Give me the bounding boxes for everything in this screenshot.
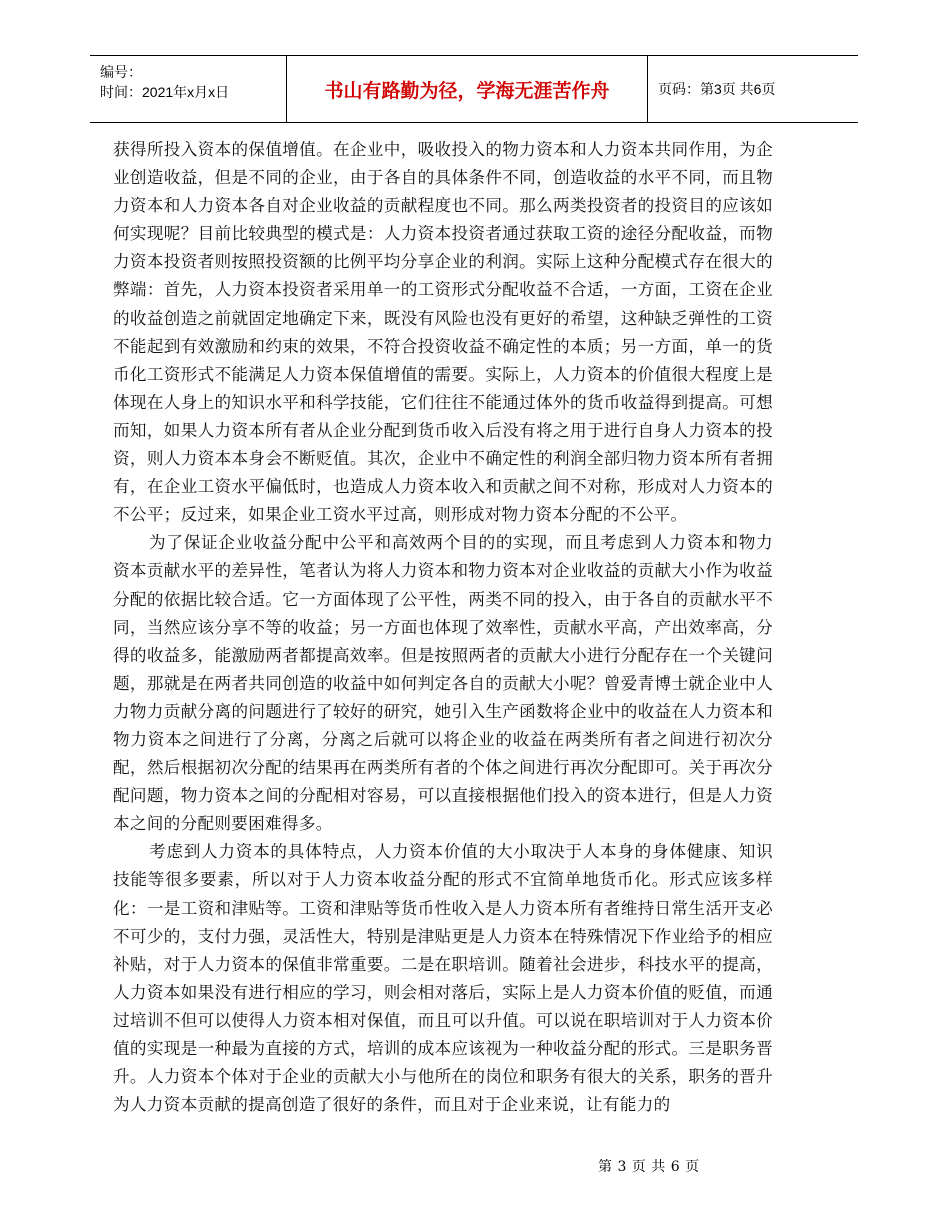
doc-number-label: 编号： <box>100 64 142 80</box>
header-motto: 书山有路勤为径，学海无涯苦作舟 <box>286 56 648 122</box>
document-body <box>113 136 773 1119</box>
page-footer: 第 3 页 共 6 页 <box>598 1159 700 1175</box>
paragraph: 考虑到人力资本的具体特点，人力资本价值的大小取决于人本身的身体健康、知识技能等很多要素，所以对于人力资本收益分配的形式不宜简单地货币化。形式应该多样化：一是工资和津贴等。工资和津贴等货币性收入是人力资本所有者维持日常生活开支必不可少的，支付力强，灵活性大，特别是津贴更是人力资本在特殊情况下作业给予的相应补贴，对于人力资本的保值非常重要。二是在职培训。随着社会进步，科技水平的提高，人力资本如果没有进行相应的学习，则会相对落后，实际上是人力资本价值的贬值，而通过培训不但可以使得人力资本相对保值，而且可以升值。可以说在职培训对于人力资本价值的实现是一种最为直接的方式，培训的成本应该视为一种收益分配的形式。三是职务晋升。人力资本个体对于企业的贡献大小与他所在的岗位和职务有很大的关系，职务的晋升为人力资本贡献的提高创造了很好的条件，而且对于企业来说，让有能力的 <box>113 842 773 1115</box>
date-line: 时间：2021年x月x日 <box>100 84 230 100</box>
header-meta <box>90 56 286 122</box>
page-header <box>90 55 858 123</box>
header-page-indicator: 页码：第3页 共6页 <box>658 81 776 97</box>
paragraph: 为了保证企业收益分配中公平和高效两个目的的实现，而且考虑到人力资本和物力资本贡献水平的差异性，笔者认为将人力资本和物力资本对企业收益的贡献大小作为收益分配的依据比较合适。它一方面体现了公平性，两类不同的投入，由于各自的贡献水平不同，当然应该分享不等的收益；另一方面也体现了效率性，贡献水平高，产出效率高，分得的收益多，能激励两者都提高效率。但是按照两者的贡献大小进行分配存在一个关键问题，那就是在两者共同创造的收益中如何判定各自的贡献大小呢？曾爱青博士就企业中人力物力贡献分离的问题进行了较好的研究，她引入生产函数将企业中的收益在人力资本和物力资本之间进行了分离，分离之后就可以将企业的收益在两类所有者之间进行初次分配，然后根据初次分配的结果再在两类所有者的个体之间进行再次分配即可。关于再次分配问题，物力资本之间的分配相对容易，可以直接根据他们投入的资本进行，但是人力资本之间的分配则要困难得多。 <box>113 533 773 834</box>
paragraph-continued: 获得所投入资本的保值增值。在企业中，吸收投入的物力资本和人力资本共同作用，为企业创造收益，但是不同的企业，由于各自的具体条件不同，创造收益的水平不同，而且物力资本和人力资本各自对企业收益的贡献程度也不同。那么两类投资者的投资目的应该如何实现呢？目前比较典型的模式是：人力资本投资者通过获取工资的途径分配收益，而物力资本投资者则按照投资额的比例平均分享企业的利润。实际上这种分配模式存在很大的弊端：首先，人力资本投资者采用单一的工资形式分配收益不合适，一方面，工资在企业的收益创造之前就固定地确定下来，既没有风险也没有更好的希望，这种缺乏弹性的工资不能起到有效激励和约束的效果，不符合投资收益不确定性的本质；另一方面，单一的货币化工资形式不能满足人力资本保值增值的需要。实际上，人力资本的价值很大程度上是体现在人身上的知识水平和科学技能，它们往往不能通过体外的货币收益得到提高。可想而知，如果人力资本所有者从企业分配到货币收入后没有将之用于进行自身人力资本的投资，则人力资本本身会不断贬值。其次，企业中不确定性的利润全部归物力资本所有者拥有，在企业工资水平偏低时，也造成人力资本收入和贡献之间不对称，形成对人力资本的不公平；反过来，如果企业工资水平过高，则形成对物力资本分配的不公平。 <box>113 140 773 525</box>
